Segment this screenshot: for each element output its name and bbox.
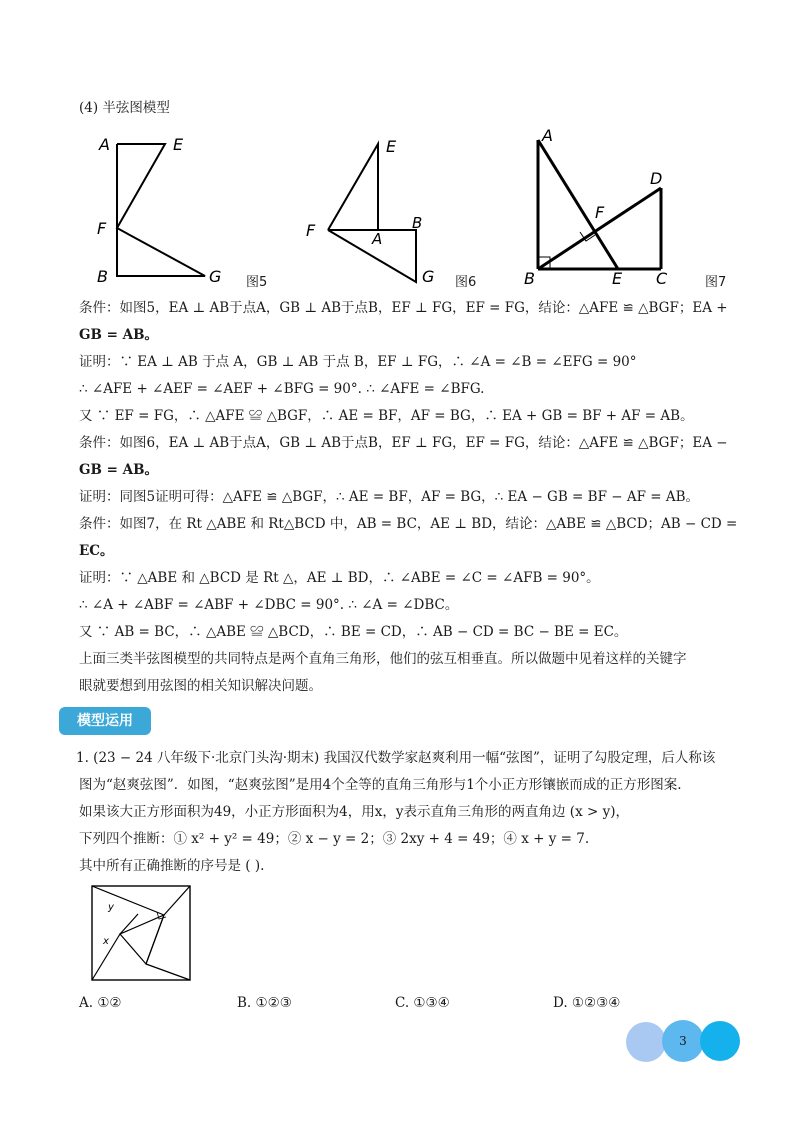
- question-line-4: 下列四个推断：① x² + y² = 49；② x − y = 2；③ 2xy + 4 = 49；④ x + y = 7.: [79, 831, 590, 847]
- page-number: 3: [679, 1034, 687, 1048]
- fig7-condition-line-2: EC。: [79, 543, 114, 559]
- model-application-badge: 模型运用: [59, 707, 151, 735]
- page-number-circle: [662, 1020, 704, 1062]
- fig5-proof-line-2: ∴ ∠AFE + ∠AEF = ∠AEF + ∠BFG = 90°. ∴ ∠AFE = ∠BFG.: [79, 381, 485, 397]
- fig7-proof-line-2: ∴ ∠A + ∠ABF = ∠ABF + ∠DBC = 90°. ∴ ∠A = ∠DBC。: [79, 597, 459, 613]
- fig7-label-a: A: [542, 126, 553, 145]
- fig5-label-a: A: [99, 135, 110, 154]
- fig5-proof-line-1: 证明：∵ EA ⊥ AB 于点 A，GB ⊥ AB 于点 B，EF ⊥ FG，∴ ∠A = ∠B = ∠EFG = 90°: [79, 354, 637, 370]
- summary-line-1: 上面三类半弦图模型的共同特点是两个直角三角形，他们的弦互相垂直。所以做题中见着这样的关键字: [79, 651, 687, 667]
- section-title: (4) 半弦图模型: [79, 100, 170, 116]
- fig7-proof-line-3: 又 ∵ AB = BC，∴ △ABE ≌ △BCD，∴ BE = CD，∴ AB − CD = BC − BE = EC。: [79, 624, 628, 640]
- fig7-label-d: D: [650, 169, 663, 188]
- choice-a[interactable]: A. ①②: [79, 995, 122, 1011]
- fig6-label-g: G: [422, 267, 435, 286]
- fig7-label-b: B: [524, 269, 535, 288]
- fig6-proof-line: 证明：同图5证明可得：△AFE ≌ △BGF，∴ AE = BF，AF = BG，∴ EA − GB = BF − AF = AB。: [79, 489, 700, 505]
- fig7-label-e: E: [612, 269, 623, 288]
- fig6-label-b: B: [412, 214, 423, 232]
- fig7-condition-line-1: 条件：如图7，在 Rt △ABE 和 Rt△BCD 中，AB = BC，AE ⊥ BD，结论：△ABE ≌ △BCD；AB − CD =: [79, 516, 738, 532]
- figure-6: [300, 132, 450, 287]
- fig5-label-b: B: [97, 267, 108, 286]
- fig5-label-e: E: [173, 135, 184, 154]
- question-line-3: 如果该大正方形面积为49，小正方形面积为4，用x，y表示直角三角形的两直角边 (x > y)，: [79, 804, 629, 820]
- fig5-condition-line-1: 条件：如图5，EA ⊥ AB于点A，GB ⊥ AB于点B，EF ⊥ FG，EF = FG，结论：△AFE ≌ △BGF；EA +: [79, 300, 728, 316]
- choice-d[interactable]: D. ①②③④: [553, 995, 621, 1011]
- fig7-label-f: F: [595, 203, 605, 222]
- fig5-label-f: F: [97, 219, 107, 238]
- zhao-label-x: x: [103, 936, 109, 947]
- zhao-shuang-figure: [90, 884, 195, 984]
- fig6-condition-line-1: 条件：如图6，EA ⊥ AB于点A，GB ⊥ AB于点B，EF ⊥ FG，EF = FG，结论：△AFE ≌ △BGF；EA −: [79, 435, 728, 451]
- fig6-label-a: A: [372, 230, 383, 248]
- page-circle-right: [700, 1021, 740, 1061]
- fig6-label-e: E: [386, 137, 397, 156]
- page-circle-left: [626, 1022, 666, 1062]
- fig5-caption: 图5: [246, 275, 268, 290]
- figure-7: [518, 126, 688, 291]
- fig5-label-g: G: [209, 267, 222, 286]
- summary-line-2: 眼就要想到用弦图的相关知识解决问题。: [79, 678, 322, 694]
- choice-c[interactable]: C. ①③④: [395, 995, 450, 1011]
- fig6-label-f: F: [306, 221, 316, 240]
- fig7-caption: 图7: [705, 275, 727, 290]
- choice-b[interactable]: B. ①②③: [237, 995, 292, 1011]
- figure-5: [95, 132, 235, 287]
- question-line-1: 1. (23 − 24 八年级下·北京门头沟·期末) 我国汉代数学家赵爽利用一幅“弦图”，证明了勾股定理，后人称该: [76, 750, 716, 766]
- fig6-condition-line-2: GB = AB。: [79, 462, 159, 478]
- fig5-condition-line-2: GB = AB。: [79, 327, 159, 343]
- question-line-2: 图为“赵爽弦图”．如图，“赵爽弦图”是用4个全等的直角三角形与1个小正方形镶嵌而成的正方形图案.: [79, 777, 682, 793]
- question-line-5: 其中所有正确推断的序号是 ( ).: [79, 858, 265, 874]
- fig7-proof-line-1: 证明：∵ △ABE 和 △BCD 是 Rt △，AE ⊥ BD，∴ ∠ABE = ∠C = ∠AFB = 90°。: [79, 570, 600, 586]
- fig6-caption: 图6: [455, 275, 477, 290]
- zhao-label-y: y: [108, 902, 114, 913]
- fig5-proof-line-3: 又 ∵ EF = FG，∴ △AFE ≌ △BGF，∴ AE = BF，AF = BG，∴ EA + GB = BF + AF = AB。: [79, 408, 694, 424]
- fig7-label-c: C: [656, 269, 668, 288]
